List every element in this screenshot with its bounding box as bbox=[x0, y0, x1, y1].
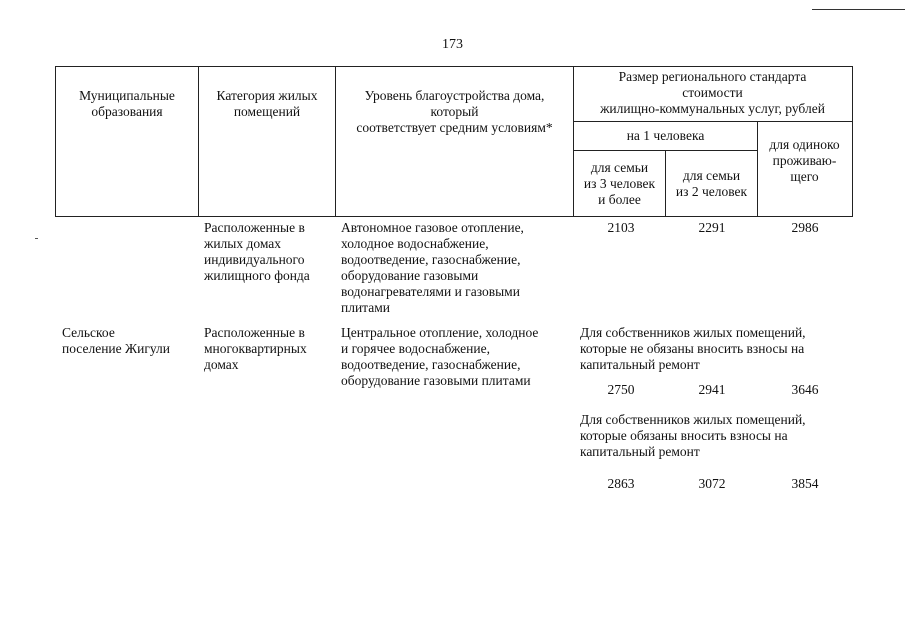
header-size-line-2: стоимости bbox=[682, 85, 743, 100]
row-2-group-1-value-family-3: 2750 bbox=[607, 382, 635, 397]
header-single-line-1: для одиноко bbox=[769, 137, 840, 152]
row-2-group-2-value-family-3: 2863 bbox=[607, 476, 635, 491]
header-size-line-3: жилищно-коммунальных услуг, рублей bbox=[600, 101, 825, 116]
row-2-level-line-1: Центральное отопление, холодное bbox=[341, 325, 539, 340]
row-2-category bbox=[204, 325, 307, 373]
row-2-group-1-note-line-3: капитальный ремонт bbox=[580, 357, 700, 372]
header-municipality-line-1: Муниципальные bbox=[79, 88, 175, 103]
header-single-line-2: проживаю- bbox=[772, 153, 837, 168]
header-family-2-line-2: из 2 человек bbox=[675, 184, 748, 199]
header-municipality bbox=[56, 88, 198, 120]
row-2-group-1-note-line-1: Для собственников жилых помещений, bbox=[580, 325, 806, 340]
header-per-person: на 1 человека bbox=[626, 128, 705, 143]
header-single-line-3: щего bbox=[790, 169, 819, 184]
row-2-group-2-value-family-2: 3072 bbox=[698, 476, 726, 491]
row-1-value-family-3: 2103 bbox=[607, 220, 635, 235]
row-2-group-1-note-line-2: которые не обязаны вносить взносы на bbox=[580, 341, 805, 356]
header-category-line-1: Категория жилых bbox=[216, 88, 318, 103]
header-size-line-1: Размер регионального стандарта bbox=[618, 69, 807, 84]
row-1-level bbox=[341, 220, 524, 316]
row-1-level-line-1: Автономное газовое отопление, bbox=[341, 220, 524, 235]
page-number: 173 bbox=[442, 37, 463, 52]
header-category bbox=[199, 88, 335, 120]
row-1-level-line-4: оборудование газовыми bbox=[341, 268, 479, 283]
header-municipality-line-2: образования bbox=[91, 104, 163, 119]
row-1-category-line-3: индивидуального bbox=[204, 252, 305, 267]
row-1-category-line-4: жилищного фонда bbox=[204, 268, 310, 283]
row-1-level-line-2: холодное водоснабжение, bbox=[341, 236, 489, 251]
row-2-municipality-line-2: поселение Жигули bbox=[62, 341, 170, 356]
row-2-level-line-3: водоотведение, газоснабжение, bbox=[341, 357, 521, 372]
row-2-group-2-note-line-2: которые обязаны вносить взносы на bbox=[580, 428, 788, 443]
row-2-group-2-value-single: 3854 bbox=[791, 476, 819, 491]
row-2-municipality-line-1: Сельское bbox=[62, 325, 115, 340]
header-single bbox=[758, 137, 851, 185]
row-2-category-line-1: Расположенные в bbox=[204, 325, 305, 340]
row-1-level-line-5: водонагревателями и газовыми bbox=[341, 284, 520, 299]
row-2-group-1-note bbox=[580, 325, 806, 373]
row-2-group-2-note-line-1: Для собственников жилых помещений, bbox=[580, 412, 806, 427]
header-standard-size bbox=[574, 69, 851, 117]
row-1-level-line-6: плитами bbox=[341, 300, 391, 315]
header-level-line-2: который bbox=[430, 104, 479, 119]
row-2-municipality bbox=[62, 325, 170, 357]
header-hline-1 bbox=[573, 121, 852, 122]
row-2-level bbox=[341, 325, 538, 389]
header-family-2-line-1: для семьи bbox=[682, 168, 741, 183]
row-1-value-single: 2986 bbox=[791, 220, 819, 235]
row-2-group-1-value-single: 3646 bbox=[791, 382, 819, 397]
header-family-2 bbox=[666, 168, 757, 200]
row-2-group-1-value-family-2: 2941 bbox=[698, 382, 726, 397]
row-2-category-line-2: многоквартирных bbox=[204, 341, 307, 356]
header-family-3 bbox=[574, 160, 665, 208]
row-1-value-family-2: 2291 bbox=[698, 220, 726, 235]
row-1-category-line-2: жилых домах bbox=[204, 236, 282, 251]
row-1-category bbox=[204, 220, 310, 284]
header-level-line-1: Уровень благоустройства дома, bbox=[364, 88, 545, 103]
row-2-level-line-4: оборудование газовыми плитами bbox=[341, 373, 531, 388]
row-1-category-line-1: Расположенные в bbox=[204, 220, 305, 235]
row-2-group-2-note-line-3: капитальный ремонт bbox=[580, 444, 700, 459]
row-2-level-line-2: и горячее водоснабжение, bbox=[341, 341, 490, 356]
header-family-3-line-3: и более bbox=[598, 192, 641, 207]
header-family-3-line-2: из 3 человек bbox=[583, 176, 656, 191]
row-1-level-line-3: водоотведение, газоснабжение, bbox=[341, 252, 521, 267]
header-family-3-line-1: для семьи bbox=[590, 160, 649, 175]
scan-speck bbox=[35, 238, 38, 239]
header-category-line-2: помещений bbox=[233, 104, 301, 119]
corner-mark bbox=[812, 9, 905, 10]
header-level-line-3: соответствует средним условиям* bbox=[356, 120, 553, 135]
row-2-group-2-note bbox=[580, 412, 806, 460]
row-2-category-line-3: домах bbox=[204, 357, 239, 372]
header-level bbox=[336, 88, 573, 136]
